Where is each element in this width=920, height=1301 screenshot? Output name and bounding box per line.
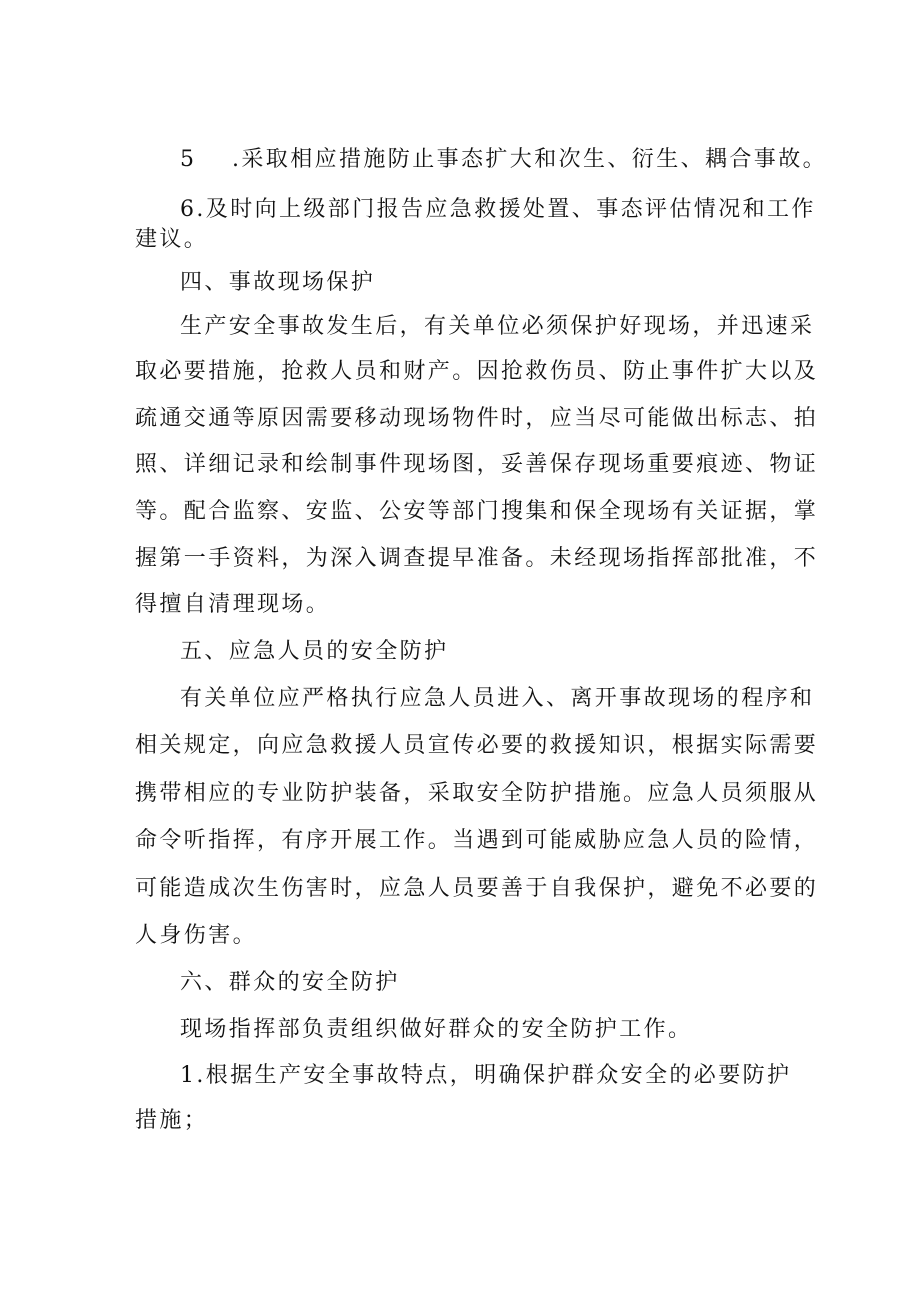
paragraph-5-line: 有关单位应严格执行应急人员进入、离开事故现场的程序和 bbox=[180, 686, 815, 711]
list-item-6-line-2: 建议。 bbox=[135, 227, 209, 252]
section-heading-4: 四、事故现场保护 bbox=[180, 270, 376, 295]
paragraph-5-line: 携带相应的专业防护装备，采取安全防护措施。应急人员须服从 bbox=[135, 781, 819, 806]
list-item-6-line-1: 6.及时向上级部门报告应急救援处置、事态评估情况和工作 bbox=[180, 197, 816, 222]
paragraph-4-line: 等。配合监察、安监、公安等部门搜集和保全现场有关证据，掌 bbox=[135, 499, 819, 524]
paragraph-4-line: 得擅自清理现场。 bbox=[135, 592, 331, 617]
paragraph-4-line: 照、详细记录和绘制事件现场图，妥善保存现场重要痕迹、物证 bbox=[135, 452, 819, 477]
list-item-1-line-1: 1.根据生产安全事故特点，明确保护群众安全的必要防护 bbox=[180, 1063, 792, 1088]
list-item-number: 5 bbox=[180, 147, 197, 172]
section-heading-6: 六、群众的安全防护 bbox=[180, 970, 400, 995]
paragraph-5-line: 相关规定，向应急救援人员宣传必要的救援知识，根据实际需要 bbox=[135, 733, 819, 758]
paragraph-4-line: 取必要措施，抢救人员和财产。因抢救伤员、防止事件扩大以及 bbox=[135, 359, 819, 384]
paragraph-4-line: 生产安全事故发生后，有关单位必须保护好现场，并迅速采 bbox=[180, 314, 815, 339]
paragraph-4-line: 疏通交通等原因需要移动现场物件时，应当尽可能做出标志、拍 bbox=[135, 406, 819, 431]
list-item-text: .采取相应措施防止事态扩大和次生、衍生、耦合事故。 bbox=[232, 147, 827, 172]
paragraph-6: 现场指挥部负责组织做好群众的安全防护工作。 bbox=[180, 1017, 693, 1042]
paragraph-5-line: 可能造成次生伤害时，应急人员要善于自我保护，避免不必要的 bbox=[135, 876, 819, 901]
paragraph-5-line: 命令听指挥，有序开展工作。当遇到可能威胁应急人员的险情， bbox=[135, 828, 819, 853]
list-item-1-line-2: 措施； bbox=[135, 1108, 209, 1133]
paragraph-4-line: 握第一手资料，为深入调查提早准备。未经现场指挥部批准，不 bbox=[135, 546, 819, 571]
paragraph-5-line: 人身伤害。 bbox=[135, 923, 258, 948]
section-heading-5: 五、应急人员的安全防护 bbox=[180, 639, 449, 664]
